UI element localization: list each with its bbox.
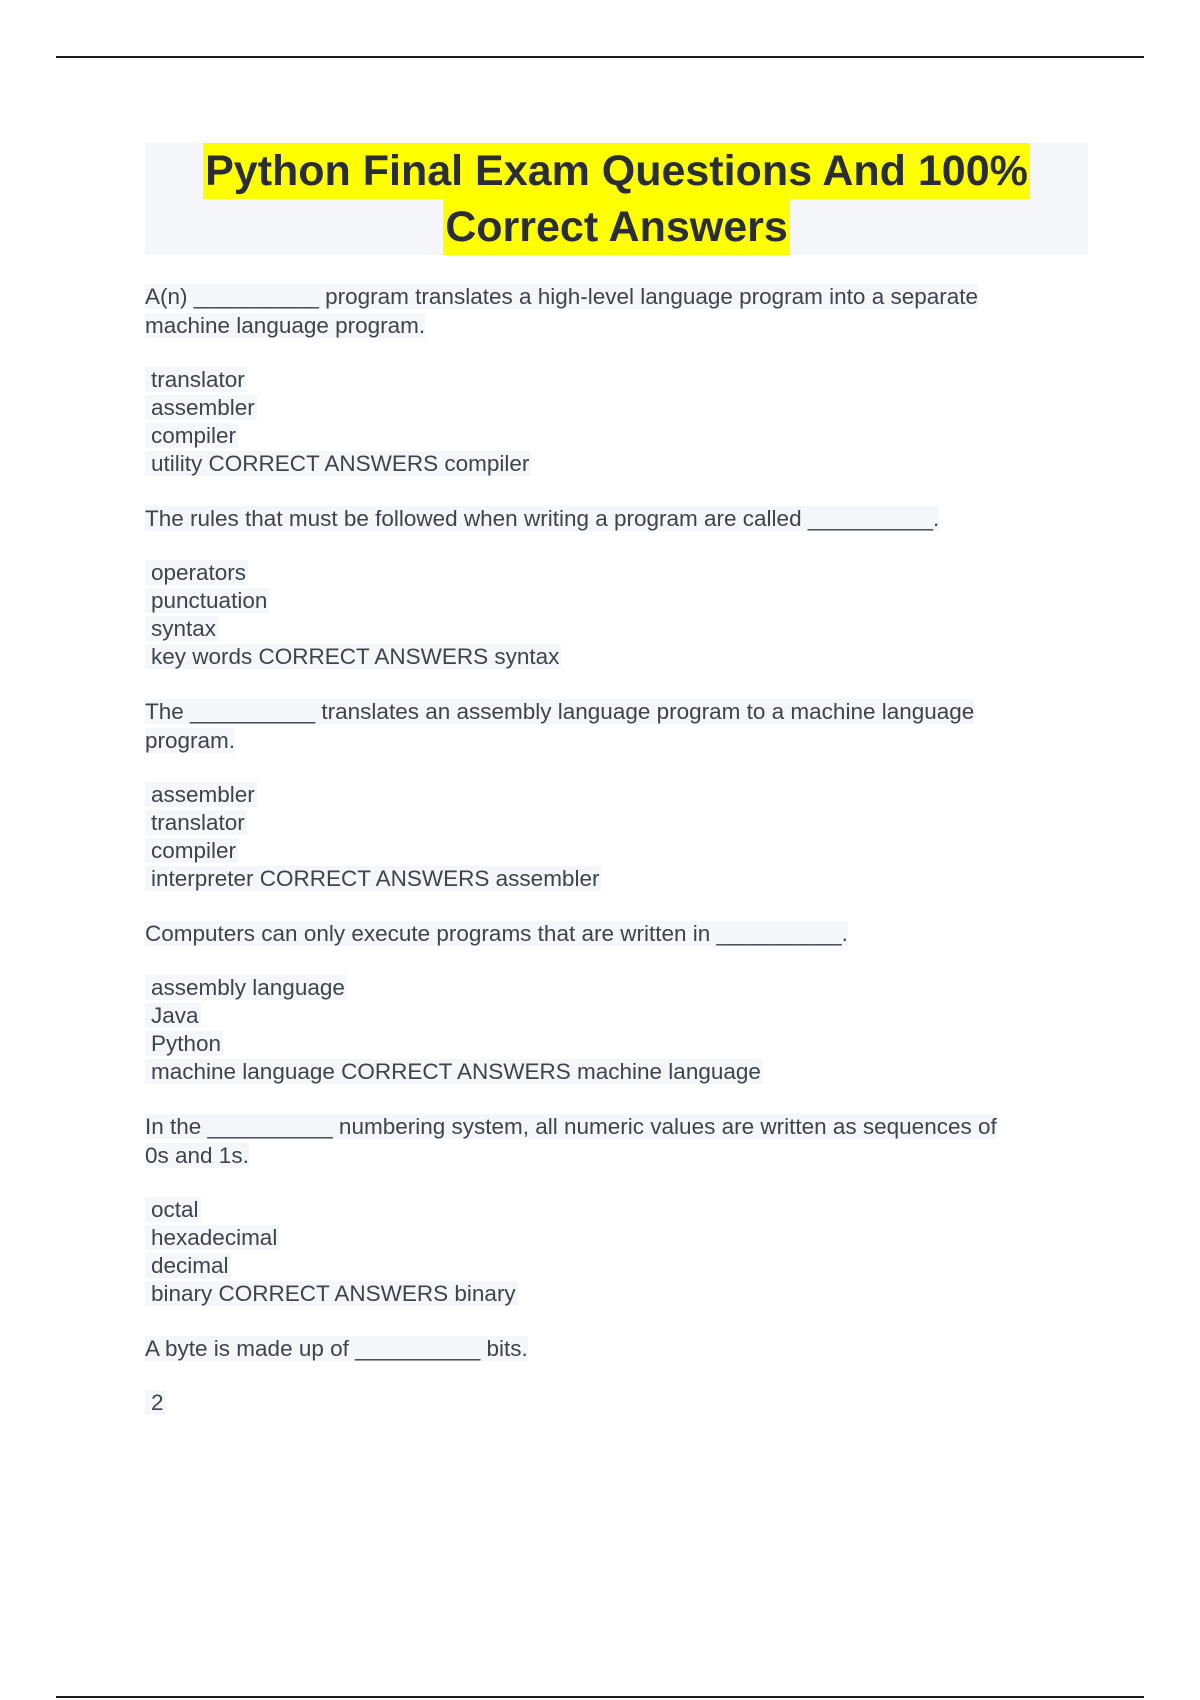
question-6 xyxy=(145,1334,1088,1363)
option: punctuation xyxy=(145,587,1088,615)
question-text: 0s and 1s. xyxy=(145,1143,249,1168)
question-text: In the __________ numbering system, all numeric values are written as sequences of xyxy=(145,1114,997,1139)
question-4 xyxy=(145,919,1088,948)
title-block xyxy=(145,143,1088,255)
bottom-rule xyxy=(56,1696,1144,1698)
question-text: A byte is made up of __________ bits. xyxy=(145,1336,528,1361)
option: compiler xyxy=(145,837,1088,865)
option: syntax xyxy=(145,615,1088,643)
question-text: program. xyxy=(145,728,236,753)
question-text: Computers can only execute programs that are written in __________. xyxy=(145,921,848,946)
question-text: The __________ translates an assembly language program to a machine language xyxy=(145,699,975,724)
option: hexadecimal xyxy=(145,1224,1088,1252)
option-with-answer: utility CORRECT ANSWERS compiler xyxy=(145,450,1088,478)
option: compiler xyxy=(145,422,1088,450)
option: 2 xyxy=(145,1389,1088,1417)
page-title-line-2: Correct Answers xyxy=(443,199,790,255)
question-text: The rules that must be followed when writing a program are called __________. xyxy=(145,506,940,531)
question-2 xyxy=(145,504,1088,533)
answer-options-3 xyxy=(145,781,1088,893)
option: Java xyxy=(145,1002,1088,1030)
option-with-answer: binary CORRECT ANSWERS binary xyxy=(145,1280,1088,1308)
option-with-answer: machine language CORRECT ANSWERS machine language xyxy=(145,1058,1088,1086)
answer-options-6 xyxy=(145,1389,1088,1417)
option: assembly language xyxy=(145,974,1088,1002)
question-5 xyxy=(145,1112,1088,1170)
option: Python xyxy=(145,1030,1088,1058)
answer-options-5 xyxy=(145,1196,1088,1308)
option-with-answer: interpreter CORRECT ANSWERS assembler xyxy=(145,865,1088,893)
option: operators xyxy=(145,559,1088,587)
option-with-answer: key words CORRECT ANSWERS syntax xyxy=(145,643,1088,671)
question-list xyxy=(145,282,1088,1443)
option: translator xyxy=(145,809,1088,837)
answer-options-4 xyxy=(145,974,1088,1086)
option: assembler xyxy=(145,781,1088,809)
page-title-line-1: Python Final Exam Questions And 100% xyxy=(203,143,1030,199)
option: octal xyxy=(145,1196,1088,1224)
question-text: A(n) __________ program translates a high-level language program into a separate xyxy=(145,284,979,309)
question-text: machine language program. xyxy=(145,313,426,338)
answer-options-2 xyxy=(145,559,1088,671)
top-rule xyxy=(56,56,1144,58)
answer-options-1 xyxy=(145,366,1088,478)
option: translator xyxy=(145,366,1088,394)
question-3 xyxy=(145,697,1088,755)
option: assembler xyxy=(145,394,1088,422)
option: decimal xyxy=(145,1252,1088,1280)
question-1 xyxy=(145,282,1088,340)
